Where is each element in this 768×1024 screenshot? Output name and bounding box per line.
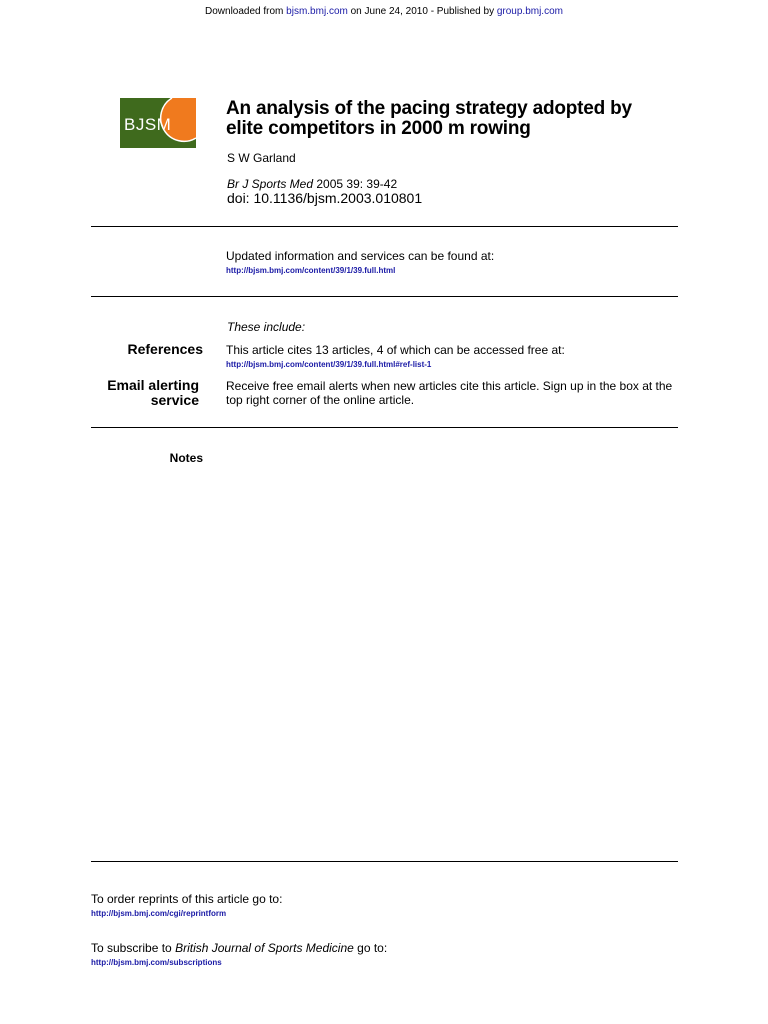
citation <box>227 177 397 191</box>
journal-abbrev: Br J Sports Med <box>227 177 314 191</box>
author: S W Garland <box>227 151 296 165</box>
references-text: This article cites 13 articles, 4 of which can be accessed free at: <box>226 343 565 357</box>
bjsm-logo <box>120 98 196 148</box>
doi: doi: 10.1136/bjsm.2003.010801 <box>227 190 423 206</box>
divider <box>91 296 678 297</box>
publisher-link[interactable]: group.bmj.com <box>496 6 563 17</box>
subscribe-text <box>91 941 387 955</box>
updated-info-text: Updated information and services can be found at: <box>226 249 495 263</box>
title-line-2: elite competitors in 2000 m rowing <box>226 118 531 139</box>
download-info <box>0 6 768 17</box>
email-label-line-2: service <box>150 392 199 408</box>
citation-details: 2005 39: 39-42 <box>316 177 398 191</box>
divider <box>91 226 678 227</box>
date-text: on June 24, 2010 - Published by <box>350 6 495 17</box>
divider <box>91 427 678 428</box>
email-alerting-label <box>69 378 199 408</box>
subscribe-prefix: To subscribe to <box>91 941 172 955</box>
article-title <box>226 99 696 139</box>
subscribe-suffix: go to: <box>357 941 388 955</box>
divider <box>91 861 678 862</box>
subscribe-journal: British Journal of Sports Medicine <box>175 941 354 955</box>
full-text-link[interactable]: http://bjsm.bmj.com/content/39/1/39.full.html <box>226 266 396 275</box>
references-label: References <box>127 341 203 357</box>
reprints-text: To order reprints of this article go to: <box>91 892 283 906</box>
email-label-line-1: Email alerting <box>107 377 199 393</box>
notes-label: Notes <box>169 451 203 465</box>
title-line-1: An analysis of the pacing strategy adopted by <box>226 98 632 119</box>
references-link[interactable]: http://bjsm.bmj.com/content/39/1/39.full.html#ref-list-1 <box>226 360 432 369</box>
email-alerting-text: Receive free email alerts when new articles cite this article. Sign up in the box at the top right corner of the online article. <box>226 379 673 407</box>
reprints-link[interactable]: http://bjsm.bmj.com/cgi/reprintform <box>91 909 227 918</box>
subscriptions-link[interactable]: http://bjsm.bmj.com/subscriptions <box>91 958 222 967</box>
site-link[interactable]: bjsm.bmj.com <box>286 6 348 17</box>
logo-text: BJSM <box>124 115 172 134</box>
these-include-heading: These include: <box>227 320 306 334</box>
downloaded-from-text: Downloaded from <box>205 6 284 17</box>
